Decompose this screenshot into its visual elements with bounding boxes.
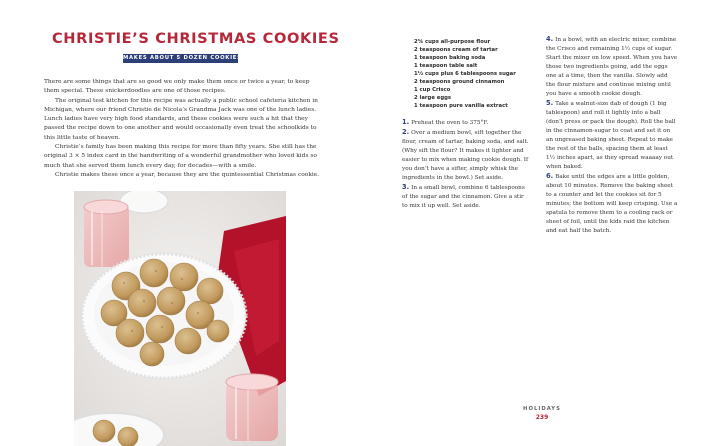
steps-column-1 <box>402 118 530 211</box>
yield-badge: MAKES ABOUT 5 DOZEN COOKIES <box>123 55 242 61</box>
ingredient-list <box>414 38 534 110</box>
ingredient-item: 1 teaspoon baking soda <box>414 55 486 62</box>
steps-column-2 <box>546 35 678 236</box>
recipe-title: CHRISTIE’S CHRISTMAS COOKIES <box>52 30 340 47</box>
step-5 <box>546 99 678 172</box>
step-3 <box>402 183 530 211</box>
step-6 <box>546 172 678 236</box>
step-number: 6. <box>546 172 554 180</box>
section-label: HOLIDAYS <box>523 406 561 412</box>
step-number: 2. <box>402 128 410 136</box>
step-1 <box>402 118 530 128</box>
intro-paragraph-2: The original test kitchen for this recipe was actually a public school cafeteria kitchen in Michigan, where our friend Christie de Nicola’s Grandma Jack was one of the lunch ladies. Lunch ladies have very high food standards, and these cookies were such a hit that they passed the recipe down to one another and would occasionally even treat the schoolkids to this little taste of heaven. <box>44 97 318 141</box>
ingredient-item: 2 teaspoons cream of tartar <box>414 47 498 54</box>
ingredient-item: 2¾ cups all-purpose flour <box>414 39 491 45</box>
cookies-photo <box>74 191 286 446</box>
page-number: 239 <box>535 414 549 421</box>
ingredient-item: 1 teaspoon table salt <box>414 63 478 70</box>
ingredient-item: 2 large eggs <box>414 95 452 102</box>
intro-paragraph-1: There are some things that are so good we only make them once or twice a year, to keep them special. These snickerdoodles are one of those recipes. <box>44 79 310 95</box>
step-text: Take a walnut-size dab of dough (1 big tablespoon) and roll it lightly into a ball (don’t press or pack the dough). Roll the ball in the cinnamon-sugar to coat and set it on an ungreased baking sheet. Repeat to make the rest of the balls, spacing them at least 1½ inches apart, as they spread waaaay out when baked. <box>546 101 676 170</box>
ingredient-item: 1 cup Crisco <box>414 87 451 94</box>
step-text: Bake until the edges are a little golden, about 10 minutes. Remove the baking sheet to a counter and let the cookies sit for 5 minutes; the bottom will keep crisping. Use a spatula to remove them to a cooling rack or sheet of foil, until the kids raid the kitchen and eat half the batch. <box>546 174 678 234</box>
ingredient-item: 2 teaspoons ground cinnamon <box>414 79 505 86</box>
step-4 <box>546 35 678 99</box>
step-number: 5. <box>546 99 554 107</box>
step-number: 1. <box>402 118 410 126</box>
step-number: 4. <box>546 35 554 43</box>
step-text: In a bowl, with an electric mixer, combine the Crisco and remaining 1½ cups of sugar. Start the mixer on low speed. When you have those two ingredients going, add the eggs one at a time, then the vanilla. Slowly add the flour mixture and continue mixing until you have a smooth cookie dough. <box>546 37 678 97</box>
step-text: Preheat the oven to 375°F. <box>411 120 489 126</box>
ingredient-item: 1 teaspoon pure vanilla extract <box>414 103 508 110</box>
intro-paragraph-4: Christie makes these once a year, because they are the quintessential Christmas cookie. <box>55 171 320 178</box>
ingredient-item: 1½ cups plus 6 tablespoons sugar <box>414 71 516 78</box>
step-2 <box>402 128 530 183</box>
intro-text <box>44 78 320 180</box>
step-text: Over a medium bowl, sift together the flour, cream of tartar, baking soda, and salt. (Why sift the flour? It makes it lighter and easier to mix when making cookie dough. If you don’t have a sifter, simply whisk the ingredients in the bowl.) Set aside. <box>402 130 529 181</box>
intro-paragraph-3: Christie’s family has been making this recipe for more than fifty years. She still has the original 3 × 5 index card in the handwriting of a wonderful grandmother who loved kids so much that she served them lunch every day, for decades—with a smile. <box>44 144 317 169</box>
step-text: In a small bowl, combine 6 tablespoons of the sugar and the cinnamon. Give a stir to mix it up well. Set aside. <box>402 185 525 209</box>
step-number: 3. <box>402 183 410 191</box>
